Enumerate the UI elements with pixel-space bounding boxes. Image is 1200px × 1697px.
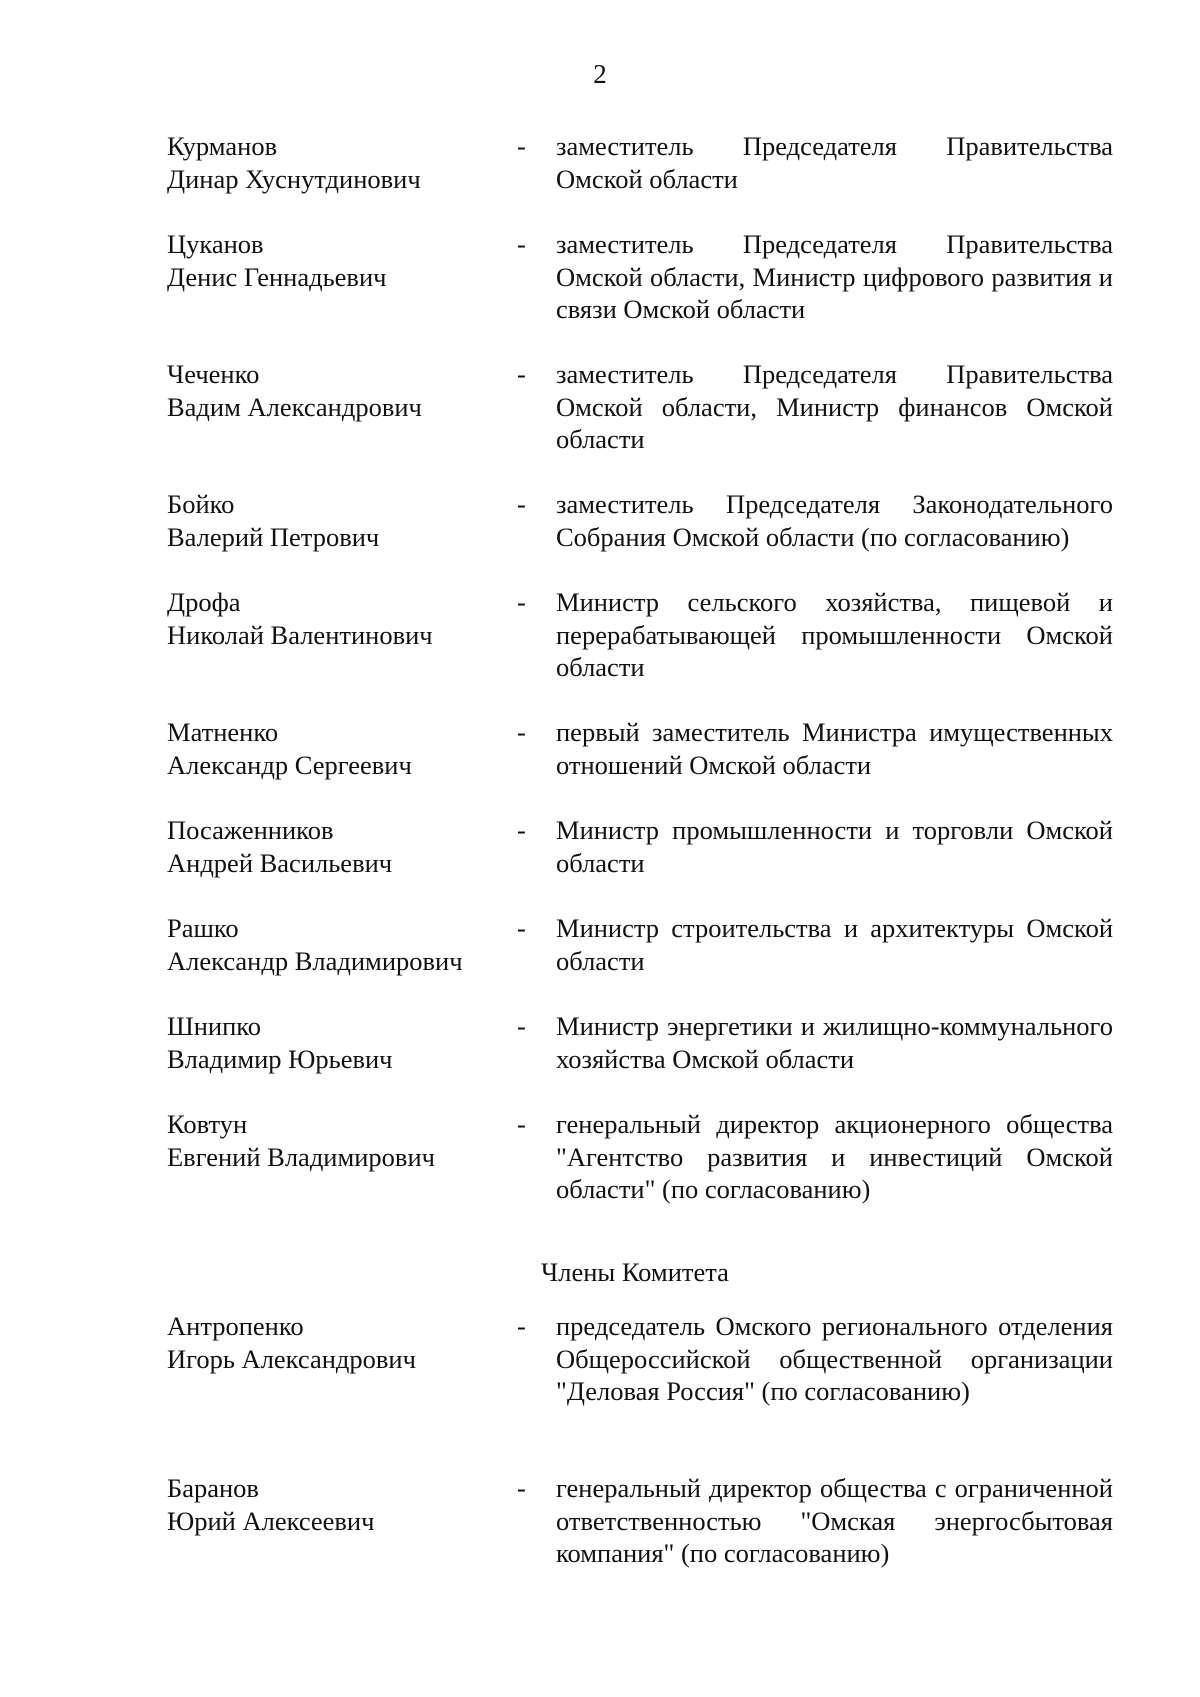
position-title: председатель Омского регионального отделения Общероссийской общественной организации "Деловая Россия" (по согласованию)	[556, 1311, 1113, 1406]
surname: Шнипко	[167, 1011, 262, 1041]
position-title: Министр энергетики и жилищно-коммунального хозяйства Омской области	[556, 1011, 1113, 1074]
given-names: Денис Геннадьевич	[167, 261, 387, 292]
person-name	[167, 488, 507, 553]
given-names: Евгений Владимирович	[167, 1141, 435, 1172]
position-title: первый заместитель Министра имущественных отношений Омской области	[556, 717, 1113, 780]
surname: Рашко	[167, 913, 239, 943]
dash-separator: -	[517, 815, 526, 845]
surname: Чеченко	[167, 359, 260, 389]
surname: Бойко	[167, 489, 235, 519]
given-names: Владимир Юрьевич	[167, 1043, 393, 1074]
surname: Ковтун	[167, 1109, 248, 1139]
given-names: Валерий Петрович	[167, 521, 380, 552]
dash-separator: -	[517, 131, 526, 161]
dash-separator: -	[517, 587, 526, 617]
person-name	[167, 1108, 507, 1173]
person-name	[167, 814, 507, 879]
given-names: Александр Сергеевич	[167, 749, 412, 780]
position-title: Министр промышленности и торговли Омской области	[556, 815, 1113, 878]
person-name	[167, 358, 507, 423]
person-name	[167, 1010, 507, 1075]
position-title: заместитель Председателя Правительства Омской области, Министр финансов Омской области	[556, 359, 1113, 454]
dash-separator: -	[517, 913, 526, 943]
surname: Антропенко	[167, 1311, 304, 1341]
surname: Цуканов	[167, 229, 264, 259]
position-title: заместитель Председателя Правительства Омской области, Министр цифрового развития и связи Омской области	[556, 229, 1113, 324]
given-names: Игорь Александрович	[167, 1343, 416, 1374]
person-name	[167, 1472, 507, 1537]
position-title: заместитель Председателя Законодательного Собрания Омской области (по согласованию)	[556, 489, 1113, 552]
given-names: Юрий Алексеевич	[167, 1505, 375, 1536]
person-name	[167, 1310, 507, 1375]
person-name	[167, 130, 507, 195]
dash-separator: -	[517, 1109, 526, 1139]
surname: Посаженников	[167, 815, 334, 845]
position-title: генеральный директор акционерного общества "Агентство развития и инвестиций Омской области" (по согласованию)	[556, 1109, 1113, 1204]
given-names: Андрей Васильевич	[167, 847, 393, 878]
section-heading-members: Члены Комитета	[541, 1257, 729, 1287]
page-number: 2	[593, 59, 607, 89]
surname: Баранов	[167, 1473, 259, 1503]
surname: Курманов	[167, 131, 278, 161]
dash-separator: -	[517, 359, 526, 389]
given-names: Александр Владимирович	[167, 945, 463, 976]
person-name	[167, 912, 507, 977]
person-name	[167, 586, 507, 651]
dash-separator: -	[517, 1311, 526, 1341]
dash-separator: -	[517, 229, 526, 259]
position-title: Министр строительства и архитектуры Омской области	[556, 913, 1113, 976]
surname: Матненко	[167, 717, 279, 747]
dash-separator: -	[517, 1473, 526, 1503]
surname: Дрофа	[167, 587, 241, 617]
given-names: Динар Хуснутдинович	[167, 163, 421, 194]
person-name	[167, 716, 507, 781]
person-name	[167, 228, 507, 293]
given-names: Вадим Александрович	[167, 391, 422, 422]
position-title: заместитель Председателя Правительства Омской области	[556, 131, 1113, 194]
dash-separator: -	[517, 1011, 526, 1041]
dash-separator: -	[517, 489, 526, 519]
dash-separator: -	[517, 717, 526, 747]
position-title: Министр сельского хозяйства, пищевой и перерабатывающей промышленности Омской области	[556, 587, 1113, 682]
given-names: Николай Валентинович	[167, 619, 433, 650]
position-title: генеральный директор общества с ограниченной ответственностью "Омская энергосбытовая компания" (по согласованию)	[556, 1473, 1113, 1568]
